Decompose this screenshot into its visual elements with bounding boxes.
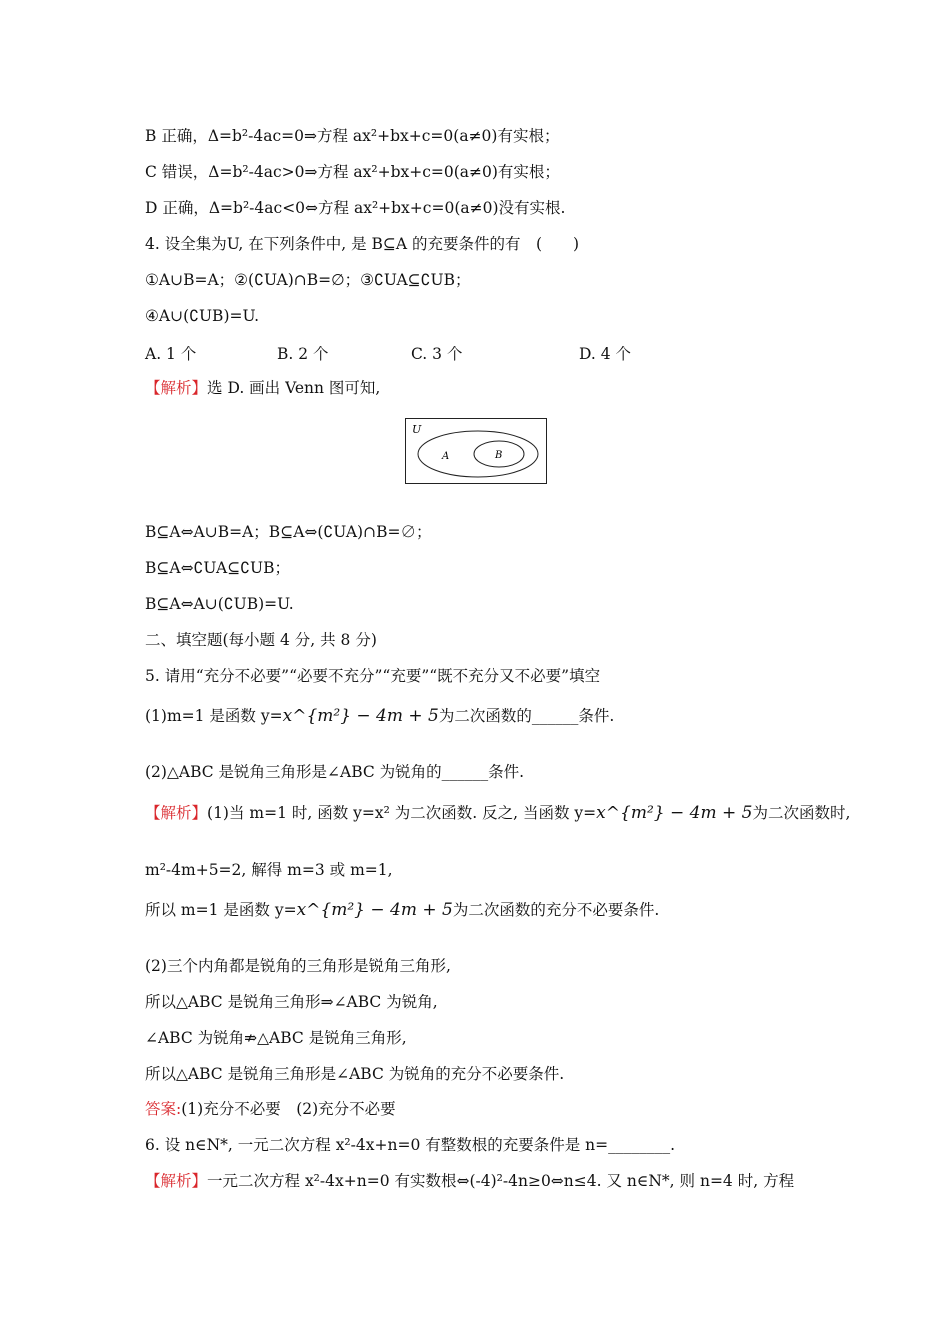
question-5-1 — [145, 706, 614, 726]
venn-label-b: B — [495, 450, 503, 461]
text-line: B⊆A⇔∁UA⊆∁UB； — [145, 559, 291, 577]
text-span: 为二次函数的______条件. — [438, 707, 615, 725]
answer-label: 答案: — [145, 1100, 182, 1118]
solution-label: 【解析】 — [145, 379, 208, 397]
venn-label-u: U — [412, 423, 422, 436]
solution-line — [145, 803, 850, 823]
text-line: 所以△ABC 是锐角三角形是∠ABC 为锐角的充分不必要条件. — [145, 1065, 565, 1083]
venn-svg — [406, 419, 546, 483]
option-c: C. 3 个 — [411, 345, 463, 363]
text-line: ④A∪(∁UB)=U. — [145, 307, 260, 325]
solution-label: 【解析】 — [145, 804, 208, 822]
text-span: 为二次函数的充分不必要条件. — [452, 901, 660, 919]
answer-line — [145, 1099, 396, 1119]
option-b: B. 2 个 — [277, 345, 329, 363]
text-span: 所以 m=1 是函数 y= — [145, 901, 297, 919]
text-line: B⊆A⇔A∪(∁UB)=U. — [145, 595, 294, 613]
section-title: 二、填空题(每小题 4 分, 共 8 分) — [145, 631, 377, 649]
text-span: 一元二次方程 x²-4x+n=0 有实数根⇔(-4)²-4n≥0⇔n≤4. 又 n∈N*, 则 n=4 时, 方程 — [207, 1172, 795, 1190]
solution-label: 【解析】 — [145, 1172, 208, 1190]
solution-text: 选 D. 画出 Venn 图可知, — [207, 379, 381, 397]
formula: x^{m²} − 4m + 5 — [296, 900, 453, 920]
text-line: ∠ABC 为锐角⇏△ABC 是锐角三角形, — [145, 1029, 407, 1047]
formula: x^{m²} − 4m + 5 — [596, 803, 753, 823]
text-line: m²-4m+5=2, 解得 m=3 或 m=1, — [145, 861, 393, 879]
venn-diagram — [405, 418, 547, 484]
text-line: D 正确，Δ=b²-4ac<0⇔方程 ax²+bx+c=0(a≠0)没有实根. — [145, 199, 566, 217]
formula: x^{m²} − 4m + 5 — [282, 706, 439, 726]
text-span: (1)m=1 是函数 y= — [145, 707, 283, 725]
option-a: A. 1 个 — [145, 345, 197, 363]
option-d: D. 4 个 — [579, 345, 632, 363]
answer-text: (1)充分不必要 (2)充分不必要 — [181, 1100, 396, 1118]
text-span: (1)当 m=1 时, 函数 y=x² 为二次函数. 反之, 当函数 y= — [207, 804, 597, 822]
text-line: B 正确，Δ=b²-4ac=0⇒方程 ax²+bx+c=0(a≠0)有实根； — [145, 127, 560, 145]
text-line: B⊆A⇔A∪B=A；B⊆A⇔(∁UA)∩B=∅； — [145, 523, 432, 541]
text-line: 所以△ABC 是锐角三角形⇒∠ABC 为锐角, — [145, 993, 438, 1011]
text-line: (2)三个内角都是锐角的三角形是锐角三角形, — [145, 957, 451, 975]
text-line — [145, 900, 659, 920]
text-line: C 错误，Δ=b²-4ac>0⇒方程 ax²+bx+c=0(a≠0)有实根； — [145, 163, 560, 181]
solution-line — [145, 378, 380, 398]
text-line: ①A∪B=A；②(∁UA)∩B=∅；③∁UA⊆∁UB； — [145, 271, 471, 289]
question-4: 4. 设全集为U, 在下列条件中, 是 B⊆A 的充要条件的有 ( ) — [145, 235, 580, 253]
venn-label-a: A — [442, 451, 450, 462]
text-span: 为二次函数时, — [752, 804, 851, 822]
question-6: 6. 设 n∈N*, 一元二次方程 x²-4x+n=0 有整数根的充要条件是 n=________. — [145, 1136, 676, 1154]
solution-line — [145, 1171, 794, 1191]
venn-set-a — [418, 431, 538, 477]
question-5-2: (2)△ABC 是锐角三角形是∠ABC 为锐角的______条件. — [145, 763, 525, 781]
question-5: 5. 请用“充分不必要”“必要不充分”“充要”“既不充分又不必要”填空 — [145, 667, 601, 685]
